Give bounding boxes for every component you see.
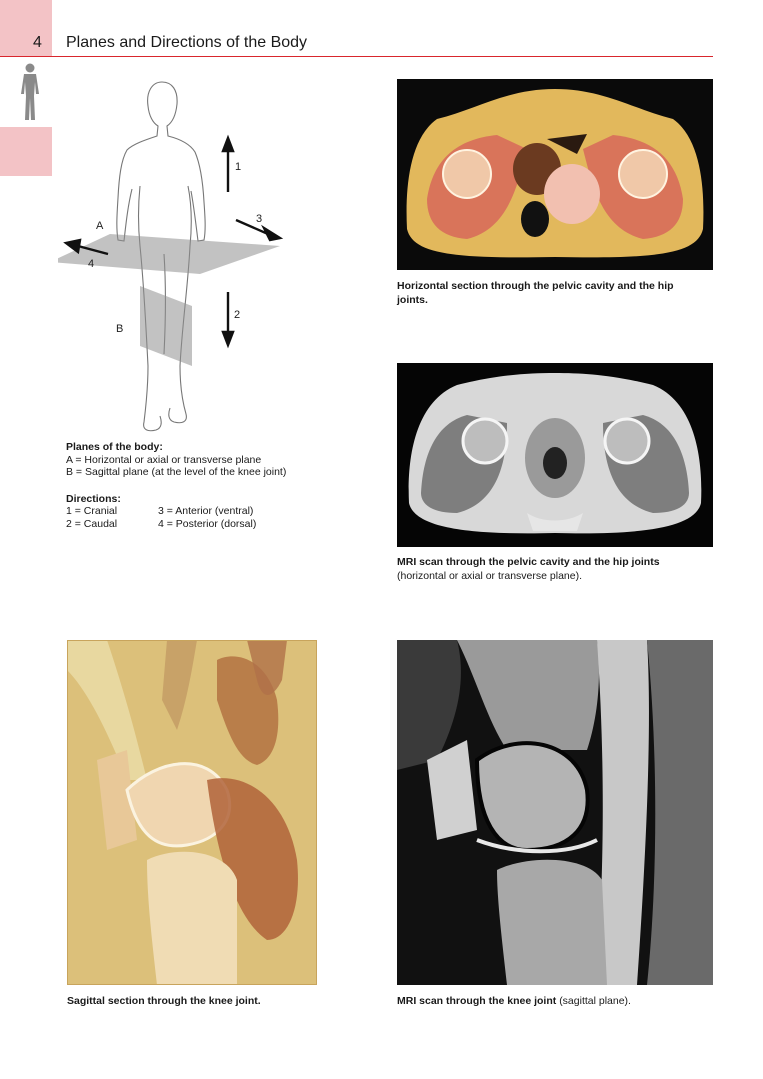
knee-section-caption: Sagittal section through the knee joint. xyxy=(67,995,261,1007)
pelvis-mri-caption-bold: MRI scan through the pelvic cavity and the hip joints xyxy=(397,556,660,568)
direction-label-4: 4 xyxy=(88,258,95,270)
section-tab xyxy=(0,127,52,176)
knee-mri-photo xyxy=(397,640,713,985)
body-planes-figure xyxy=(58,74,288,434)
body-thumbnail-icon xyxy=(16,62,44,124)
header-rule xyxy=(0,56,713,57)
legend-dir-2: 2 = Caudal xyxy=(66,517,118,530)
legend-plane-a: A = Horizontal or axial or transverse plane xyxy=(66,453,262,466)
legend-plane-b: B = Sagittal plane (at the level of the knee joint) xyxy=(66,466,287,478)
plane-label-b: B xyxy=(116,323,124,335)
knee-mri-caption-bold: MRI scan through the knee joint xyxy=(397,995,557,1007)
pelvis-section-photo xyxy=(397,79,713,270)
direction-label-2: 2 xyxy=(234,309,241,321)
legend-dir-3: 3 = Anterior (ventral) xyxy=(158,505,254,517)
planes-heading: Planes of the body: xyxy=(66,441,163,453)
pelvis-section-caption: Horizontal section through the pelvic cavity and the hip joints. xyxy=(397,280,674,306)
knee-section-photo xyxy=(67,640,317,985)
page-number: 4 xyxy=(33,34,42,51)
direction-label-1: 1 xyxy=(235,161,242,173)
pelvis-mri-caption xyxy=(397,555,707,583)
knee-mri-caption xyxy=(397,994,707,1008)
direction-label-3: 3 xyxy=(256,213,263,225)
header-tab xyxy=(0,0,52,57)
knee-mri-caption-regular: (sagittal plane). xyxy=(559,995,631,1007)
legend-dir-4: 4 = Posterior (dorsal) xyxy=(158,517,257,530)
legend-dir-1: 1 = Cranial xyxy=(66,505,118,517)
page-title: Planes and Directions of the Body xyxy=(66,34,308,51)
figure-legend xyxy=(66,441,366,530)
plane-label-a: A xyxy=(96,220,104,232)
directions-heading: Directions: xyxy=(66,492,121,505)
pelvis-mri-caption-regular: (horizontal or axial or transverse plane). xyxy=(397,570,583,582)
pelvis-mri-photo xyxy=(397,363,713,547)
